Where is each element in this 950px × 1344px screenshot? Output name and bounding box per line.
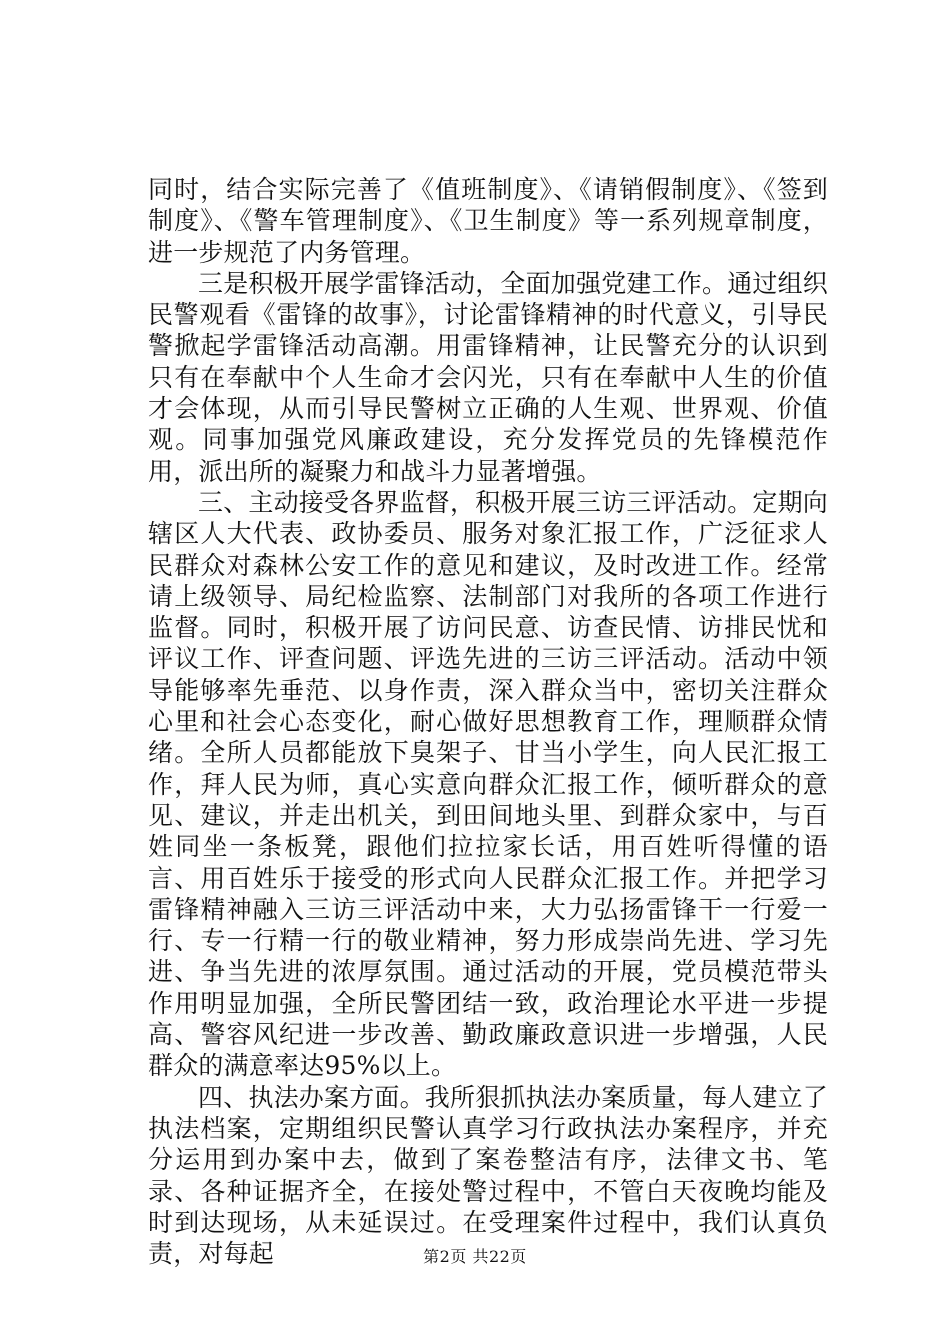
paragraph-4: 四、执法办案方面。我所狠抓执法办案质量，每人建立了执法档案，定期组织民警认真学习行政执法办案程序，并充分运用到办案中去，做到了案卷整洁有序，法律文书、笔录、各种证据齐全，在接处警过程中，不管白天夜晚均能及时到达现场，从未延误过。在受理案件过程中，我们认真负责，对每起 <box>148 1082 829 1269</box>
paragraph-1: 同时，结合实际完善了《值班制度》、《请销假制度》、《签到制度》、《警车管理制度》、《卫生制度》等一系列规章制度，进一步规范了内务管理。 <box>148 175 828 267</box>
paragraph-3: 三、主动接受各界监督，积极开展三访三评活动。定期向辖区人大代表、政协委员、服务对象汇报工作，广泛征求人民群众对森林公安工作的意见和建议，及时改进工作。经常请上级领导、局纪检监察、法制部门对我所的各项工作进行监督。同时，积极开展了访问民意、访查民情、访排民忧和评议工作、评查问题、评选先进的三访三评活动。活动中领导能够率先垂范、以身作责，深入群众当中，密切关注群众心里和社会心态变化，耐心做好思想教育工作，理顺群众情绪。全所人员都能放下臭架子、甘当小学生，向人民汇报工作，拜人民为师，真心实意向群众汇报工作，倾听群众的意见、建议，并走出机关，到田间地头里、到群众家中，与百姓同坐一条板凳，跟他们拉拉家长话，用百姓听得懂的语言、用百姓乐于接受的形式向人民群众汇报工作。并把学习雷锋精神融入三访三评活动中来，大力弘扬雷锋干一行爱一行、专一行精一行的敬业精神，努力形成崇尚先进、学习先进、争当先进的浓厚氛围。通过活动的开展，党员模范带头作用明显加强，全所民警团结一致，政治理论水平进一步提高、警容风纪进一步改善、勤政廉政意识进一步增强，人民群众的满意率达95%以上。 <box>148 487 829 1081</box>
paragraph-2: 三是积极开展学雷锋活动，全面加强党建工作。通过组织民警观看《雷锋的故事》，讨论雷锋精神的时代意义，引导民警掀起学雷锋活动高潮。用雷锋精神，让民警充分的认识到只有在奉献中个人生命才会闪光，只有在奉献中人生的价值才会体现，从而引导民警树立正确的人生观、世界观、价值观。同事加强党风廉政建设，充分发挥党员的先锋模范作用，派出所的凝聚力和战斗力显著增强。 <box>148 268 829 486</box>
page-footer: 第2页 共22页 <box>423 1247 527 1266</box>
document-body <box>148 174 828 1269</box>
